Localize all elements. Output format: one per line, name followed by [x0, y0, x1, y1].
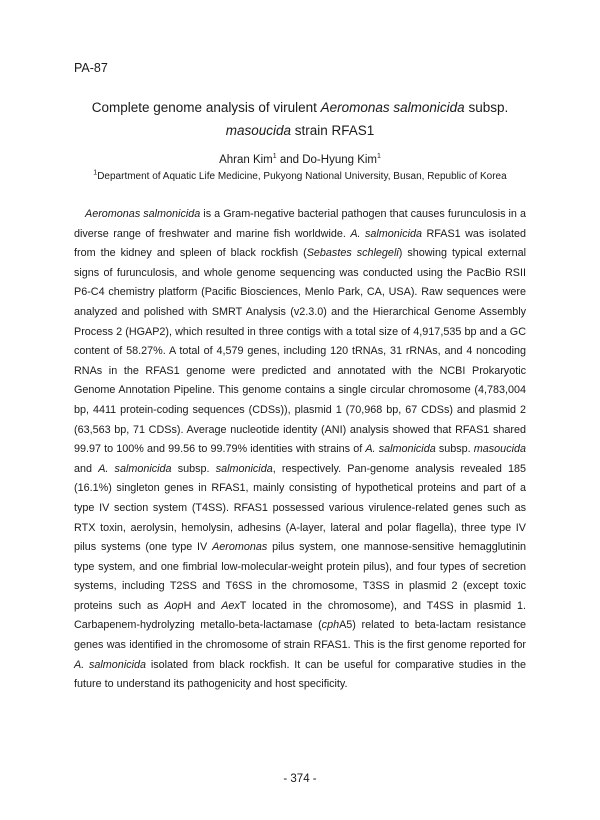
affiliation-marker: 1 — [93, 169, 98, 177]
abstract-body — [74, 205, 526, 695]
abstract-text: isolated from black rockfish. It can be useful for comparative studies in the future to understand its pathogenicity and host specificity. — [74, 658, 527, 691]
species-name: Sebastes schlegeli — [306, 247, 399, 260]
abstract-text: A5) related to beta-lactam resistance genes was identified in the chromosome of strain RFAS1. This is the first genome reported for — [74, 619, 526, 652]
species-name: A. salmonicida — [74, 658, 147, 671]
species-name: salmonicida — [215, 462, 273, 475]
author-name: Ahran Kim — [219, 154, 273, 166]
species-name: A. salmonicida — [365, 443, 436, 456]
abstract-text: and — [74, 462, 99, 475]
abstract-text: RFAS1 was isolated from the kidney and spleen of black rockfish ( — [74, 227, 526, 260]
title-text: Complete genome analysis of virulent — [91, 100, 321, 115]
species-name: masoucida — [473, 443, 526, 456]
affiliation-text: Department of Aquatic Life Medicine, Pukyong National University, Busan, Republic of Korea — [97, 171, 507, 182]
affiliation-marker: 1 — [272, 153, 277, 161]
paper-title — [60, 96, 540, 142]
species-name: Aeromonas salmonicida — [85, 208, 201, 220]
abstract-text: pilus system, one mannose-sensitive hemagglutinin type system, and one fimbrial low-molecular-weight protein pilus), and four types of secretion systems, including T2SS and T6SS in the chromosome, T3SS in plasmid 2 (except toxic proteins such as — [74, 541, 526, 612]
abstract-text: is a Gram-negative bacterial pathogen that causes furunculosis in a diverse range of freshwater and marine fish worldwide. — [74, 208, 526, 240]
abstract-text: , respectively. Pan-genome analysis revealed 185 (16.1%) singleton genes in RFAS1, mainly consisting of hypothetical proteins and part of a type IV section system (T4SS). RFAS1 possessed various virulence-related genes such as RTX toxin, aerolysin, hemolysin, adhesins (A-layer, lateral and polar flagella), three type IV pilus systems (one type IV — [74, 462, 526, 554]
abstract-text: T located in the chromosome), and T4SS in plasmid 1. Carbapenem-hydrolyzing metallo-beta-lactamase ( — [74, 599, 527, 632]
abstract-text: H and — [183, 599, 222, 612]
title-text: strain RFAS1 — [291, 123, 375, 138]
species-name: Aeromonas — [212, 541, 268, 554]
title-species: Aeromonas salmonicida — [320, 100, 465, 115]
abstract-text: subsp. — [171, 462, 216, 475]
gene-name: Aex — [221, 599, 240, 612]
author-separator: and — [276, 154, 303, 166]
author-list — [60, 154, 540, 166]
title-text: subsp. — [464, 100, 509, 115]
species-name: A. salmonicida — [350, 227, 422, 240]
author-name: Do-Hyung Kim — [302, 154, 378, 166]
gene-name: Aop — [164, 599, 184, 612]
gene-name: cph — [321, 619, 340, 632]
affiliation-marker: 1 — [377, 153, 381, 161]
abstract-text: subsp. — [435, 443, 474, 456]
title-subspecies: masoucida — [225, 123, 291, 138]
affiliation — [40, 171, 560, 182]
abstract-code: PA-87 — [74, 61, 108, 75]
species-name: A. salmonicida — [98, 462, 172, 475]
page-number: - 374 - — [283, 773, 317, 785]
abstract-text: ) showing typical external signs of furunculosis, and whole genome sequencing was conducted using the PacBio RSII P6-C4 chemistry platform (Pacific Biosciences, Menlo Park, CA, USA). Raw sequences were analyzed and polished with SMRT Analysis (v2.3.0) and the Hierarchical Genome Assembly Process 2 (HGAP2), which resulted in three contigs with a total size of 4,917,535 bp and a GC content of 58.27%. A total of 4,579 genes, including 120 tRNAs, 31 rRNAs, and 4 noncoding RNAs in the RFAS1 genome were predicted and annotated with the NCBI Prokaryotic Genome Annotation Pipeline. This genome contains a single circular chromosome (4,783,004 bp, 4411 protein-coding sequences (CDSs)), plasmid 1 (70,968 bp, 67 CDSs) and plasmid 2 (63,563 bp, 71 CDSs). Average nucleotide identity (ANI) analysis showed that RFAS1 shared 99.97 to 100% and 99.56 to 99.79% identities with strains of — [74, 247, 526, 456]
